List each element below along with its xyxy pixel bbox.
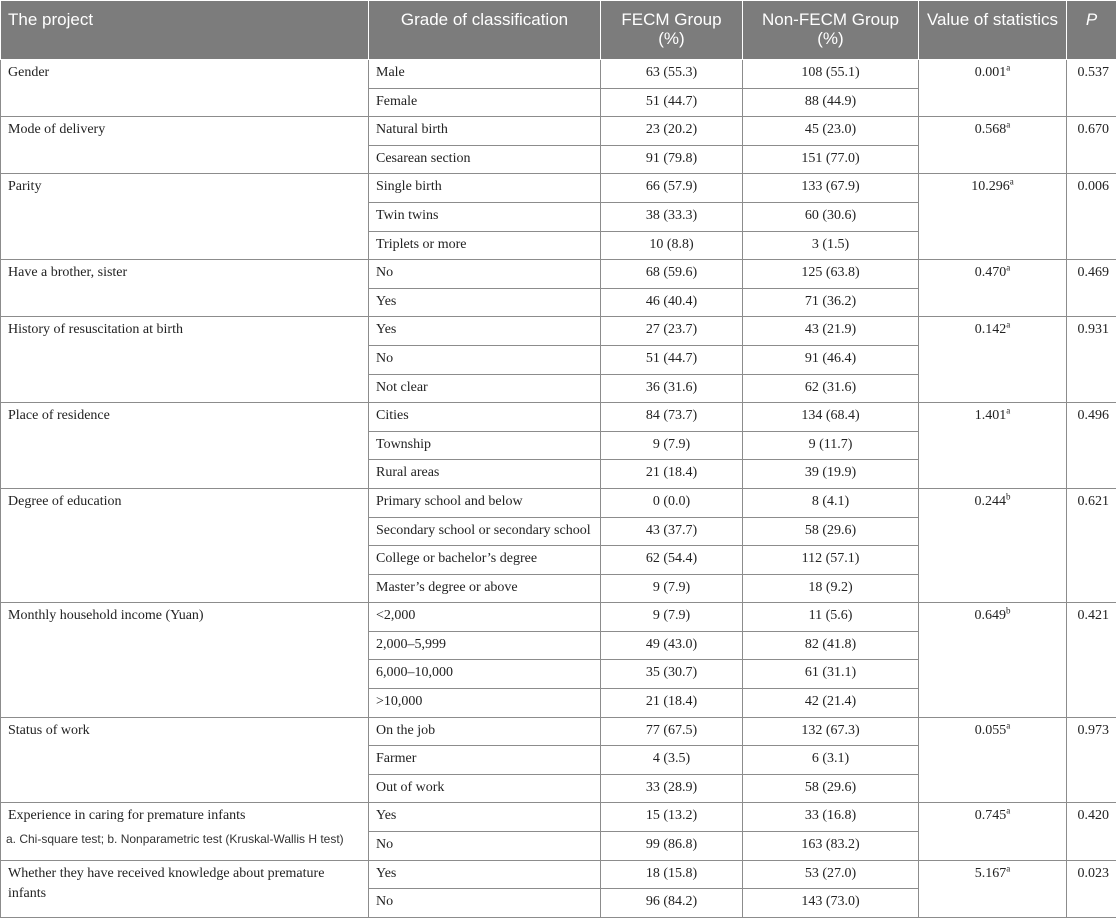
fecm-cell: 21 (18.4) (601, 689, 743, 718)
fecm-cell: 10 (8.8) (601, 231, 743, 260)
statistic-footnote-marker: a (1006, 720, 1010, 730)
statistic-footnote-marker: a (1006, 120, 1010, 130)
nonfecm-cell: 112 (57.1) (743, 546, 919, 575)
nonfecm-cell: 3 (1.5) (743, 231, 919, 260)
project-cell: Parity (1, 174, 369, 260)
statistic-footnote-marker: a (1006, 405, 1010, 415)
grade-cell: Not clear (369, 374, 601, 403)
grade-cell: No (369, 260, 601, 289)
p-value-cell: 0.973 (1067, 717, 1116, 803)
header-grade: Grade of classification (369, 1, 601, 60)
header-project: The project (1, 1, 369, 60)
statistic-footnote-marker: b (1006, 606, 1011, 616)
grade-cell: Master’s degree or above (369, 574, 601, 603)
project-cell: Whether they have received knowledge about premature infants (1, 860, 369, 917)
grade-cell: <2,000 (369, 603, 601, 632)
grade-cell: No (369, 889, 601, 918)
fecm-cell: 68 (59.6) (601, 260, 743, 289)
p-value-cell: 0.420 (1067, 803, 1116, 860)
fecm-cell: 96 (84.2) (601, 889, 743, 918)
statistic-footnote-marker: a (1006, 263, 1010, 273)
statistic-footnote-marker: a (1006, 863, 1010, 873)
p-value-cell: 0.621 (1067, 488, 1116, 602)
nonfecm-cell: 61 (31.1) (743, 660, 919, 689)
statistic-cell (919, 603, 1067, 717)
statistic-cell (919, 317, 1067, 403)
nonfecm-cell: 33 (16.8) (743, 803, 919, 832)
statistic-footnote-marker: b (1006, 491, 1011, 501)
nonfecm-cell: 18 (9.2) (743, 574, 919, 603)
fecm-cell: 35 (30.7) (601, 660, 743, 689)
statistic-value: 0.649 (975, 608, 1007, 623)
grade-cell: Male (369, 60, 601, 89)
nonfecm-cell: 39 (19.9) (743, 460, 919, 489)
grade-cell: Female (369, 88, 601, 117)
statistic-cell (919, 403, 1067, 489)
grade-cell: On the job (369, 717, 601, 746)
statistic-cell (919, 717, 1067, 803)
fecm-cell: 51 (44.7) (601, 345, 743, 374)
fecm-cell: 84 (73.7) (601, 403, 743, 432)
table-body (1, 60, 1116, 918)
header-p: P (1067, 1, 1116, 60)
grade-cell: Township (369, 431, 601, 460)
nonfecm-cell: 71 (36.2) (743, 288, 919, 317)
nonfecm-cell: 82 (41.8) (743, 631, 919, 660)
nonfecm-cell: 133 (67.9) (743, 174, 919, 203)
nonfecm-cell: 151 (77.0) (743, 145, 919, 174)
table-row (1, 717, 1116, 746)
grade-cell: Primary school and below (369, 488, 601, 517)
fecm-cell: 63 (55.3) (601, 60, 743, 89)
statistic-cell (919, 488, 1067, 602)
statistic-value: 0.142 (975, 322, 1007, 337)
project-cell: Mode of delivery (1, 117, 369, 174)
p-value-cell: 0.006 (1067, 174, 1116, 260)
grade-cell: Triplets or more (369, 231, 601, 260)
statistic-cell (919, 174, 1067, 260)
project-cell: Monthly household income (Yuan) (1, 603, 369, 717)
statistic-value: 0.470 (975, 265, 1007, 280)
table-row (1, 488, 1116, 517)
statistic-cell (919, 117, 1067, 174)
grade-cell: Out of work (369, 774, 601, 803)
nonfecm-cell: 163 (83.2) (743, 832, 919, 861)
nonfecm-cell: 11 (5.6) (743, 603, 919, 632)
grade-cell: College or bachelor’s degree (369, 546, 601, 575)
statistic-footnote-marker: a (1006, 62, 1010, 72)
p-value-cell: 0.670 (1067, 117, 1116, 174)
table-row (1, 60, 1116, 89)
grade-cell: Single birth (369, 174, 601, 203)
project-cell: Place of residence (1, 403, 369, 489)
nonfecm-cell: 88 (44.9) (743, 88, 919, 117)
table-row (1, 317, 1116, 346)
fecm-cell: 9 (7.9) (601, 603, 743, 632)
statistic-value: 0.001 (975, 65, 1007, 80)
header-statistics: Value of statistics (919, 1, 1067, 60)
fecm-cell: 51 (44.7) (601, 88, 743, 117)
fecm-cell: 9 (7.9) (601, 574, 743, 603)
p-value-cell: 0.931 (1067, 317, 1116, 403)
nonfecm-cell: 62 (31.6) (743, 374, 919, 403)
project-cell: Experience in caring for premature infants (1, 803, 369, 860)
statistic-value: 10.296 (971, 179, 1010, 194)
p-value-cell: 0.421 (1067, 603, 1116, 717)
grade-cell: Natural birth (369, 117, 601, 146)
p-value-cell: 0.023 (1067, 860, 1116, 917)
nonfecm-cell: 143 (73.0) (743, 889, 919, 918)
nonfecm-cell: 42 (21.4) (743, 689, 919, 718)
statistic-cell (919, 260, 1067, 317)
project-cell: Gender (1, 60, 369, 117)
table-footnote: a. Chi-square test; b. Nonparametric test (Kruskal-Wallis H test) (6, 832, 344, 846)
grade-cell: Yes (369, 317, 601, 346)
fecm-cell: 18 (15.8) (601, 860, 743, 889)
grade-cell: 6,000–10,000 (369, 660, 601, 689)
table-row (1, 403, 1116, 432)
nonfecm-cell: 6 (3.1) (743, 746, 919, 775)
statistic-value: 5.167 (975, 866, 1007, 881)
fecm-cell: 9 (7.9) (601, 431, 743, 460)
p-value-cell: 0.469 (1067, 260, 1116, 317)
fecm-cell: 91 (79.8) (601, 145, 743, 174)
p-value-cell: 0.537 (1067, 60, 1116, 117)
statistic-value: 1.401 (975, 408, 1007, 423)
grade-cell: Yes (369, 803, 601, 832)
fecm-cell: 21 (18.4) (601, 460, 743, 489)
nonfecm-cell: 58 (29.6) (743, 517, 919, 546)
statistic-footnote-marker: a (1006, 806, 1010, 816)
grade-cell: >10,000 (369, 689, 601, 718)
table-header (1, 1, 1116, 60)
fecm-cell: 27 (23.7) (601, 317, 743, 346)
statistic-value: 0.745 (975, 808, 1007, 823)
grade-cell: Twin twins (369, 202, 601, 231)
grade-cell: Farmer (369, 746, 601, 775)
nonfecm-cell: 53 (27.0) (743, 860, 919, 889)
statistic-footnote-marker: a (1006, 320, 1010, 330)
fecm-cell: 49 (43.0) (601, 631, 743, 660)
nonfecm-cell: 45 (23.0) (743, 117, 919, 146)
project-cell: History of resuscitation at birth (1, 317, 369, 403)
table-row (1, 860, 1116, 889)
nonfecm-cell: 8 (4.1) (743, 488, 919, 517)
nonfecm-cell: 132 (67.3) (743, 717, 919, 746)
fecm-cell: 99 (86.8) (601, 832, 743, 861)
fecm-cell: 23 (20.2) (601, 117, 743, 146)
header-nonfecm: Non-FECM Group (%) (743, 1, 919, 60)
nonfecm-cell: 91 (46.4) (743, 345, 919, 374)
header-fecm: FECM Group (%) (601, 1, 743, 60)
fecm-cell: 66 (57.9) (601, 174, 743, 203)
p-value-cell: 0.496 (1067, 403, 1116, 489)
fecm-cell: 38 (33.3) (601, 202, 743, 231)
table-row (1, 603, 1116, 632)
fecm-cell: 0 (0.0) (601, 488, 743, 517)
statistic-value: 0.244 (975, 494, 1007, 509)
grade-cell: No (369, 832, 601, 861)
table-row (1, 117, 1116, 146)
nonfecm-cell: 125 (63.8) (743, 260, 919, 289)
fecm-cell: 43 (37.7) (601, 517, 743, 546)
statistic-cell (919, 803, 1067, 860)
grade-cell: No (369, 345, 601, 374)
fecm-cell: 15 (13.2) (601, 803, 743, 832)
grade-cell: Yes (369, 860, 601, 889)
statistic-cell (919, 60, 1067, 117)
statistic-footnote-marker: a (1010, 177, 1014, 187)
nonfecm-cell: 43 (21.9) (743, 317, 919, 346)
grade-cell: Secondary school or secondary school (369, 517, 601, 546)
project-cell: Status of work (1, 717, 369, 803)
nonfecm-cell: 134 (68.4) (743, 403, 919, 432)
header-row (1, 1, 1116, 60)
project-cell: Have a brother, sister (1, 260, 369, 317)
statistic-value: 0.568 (975, 122, 1007, 137)
nonfecm-cell: 58 (29.6) (743, 774, 919, 803)
grade-cell: Rural areas (369, 460, 601, 489)
fecm-cell: 46 (40.4) (601, 288, 743, 317)
grade-cell: 2,000–5,999 (369, 631, 601, 660)
nonfecm-cell: 108 (55.1) (743, 60, 919, 89)
fecm-cell: 77 (67.5) (601, 717, 743, 746)
fecm-cell: 62 (54.4) (601, 546, 743, 575)
fecm-cell: 36 (31.6) (601, 374, 743, 403)
grade-cell: Yes (369, 288, 601, 317)
table-row (1, 803, 1116, 832)
fecm-cell: 4 (3.5) (601, 746, 743, 775)
table-row (1, 174, 1116, 203)
project-cell: Degree of education (1, 488, 369, 602)
table-row (1, 260, 1116, 289)
grade-cell: Cesarean section (369, 145, 601, 174)
grade-cell: Cities (369, 403, 601, 432)
nonfecm-cell: 9 (11.7) (743, 431, 919, 460)
statistic-value: 0.055 (975, 723, 1007, 738)
fecm-cell: 33 (28.9) (601, 774, 743, 803)
statistic-cell (919, 860, 1067, 917)
nonfecm-cell: 60 (30.6) (743, 202, 919, 231)
